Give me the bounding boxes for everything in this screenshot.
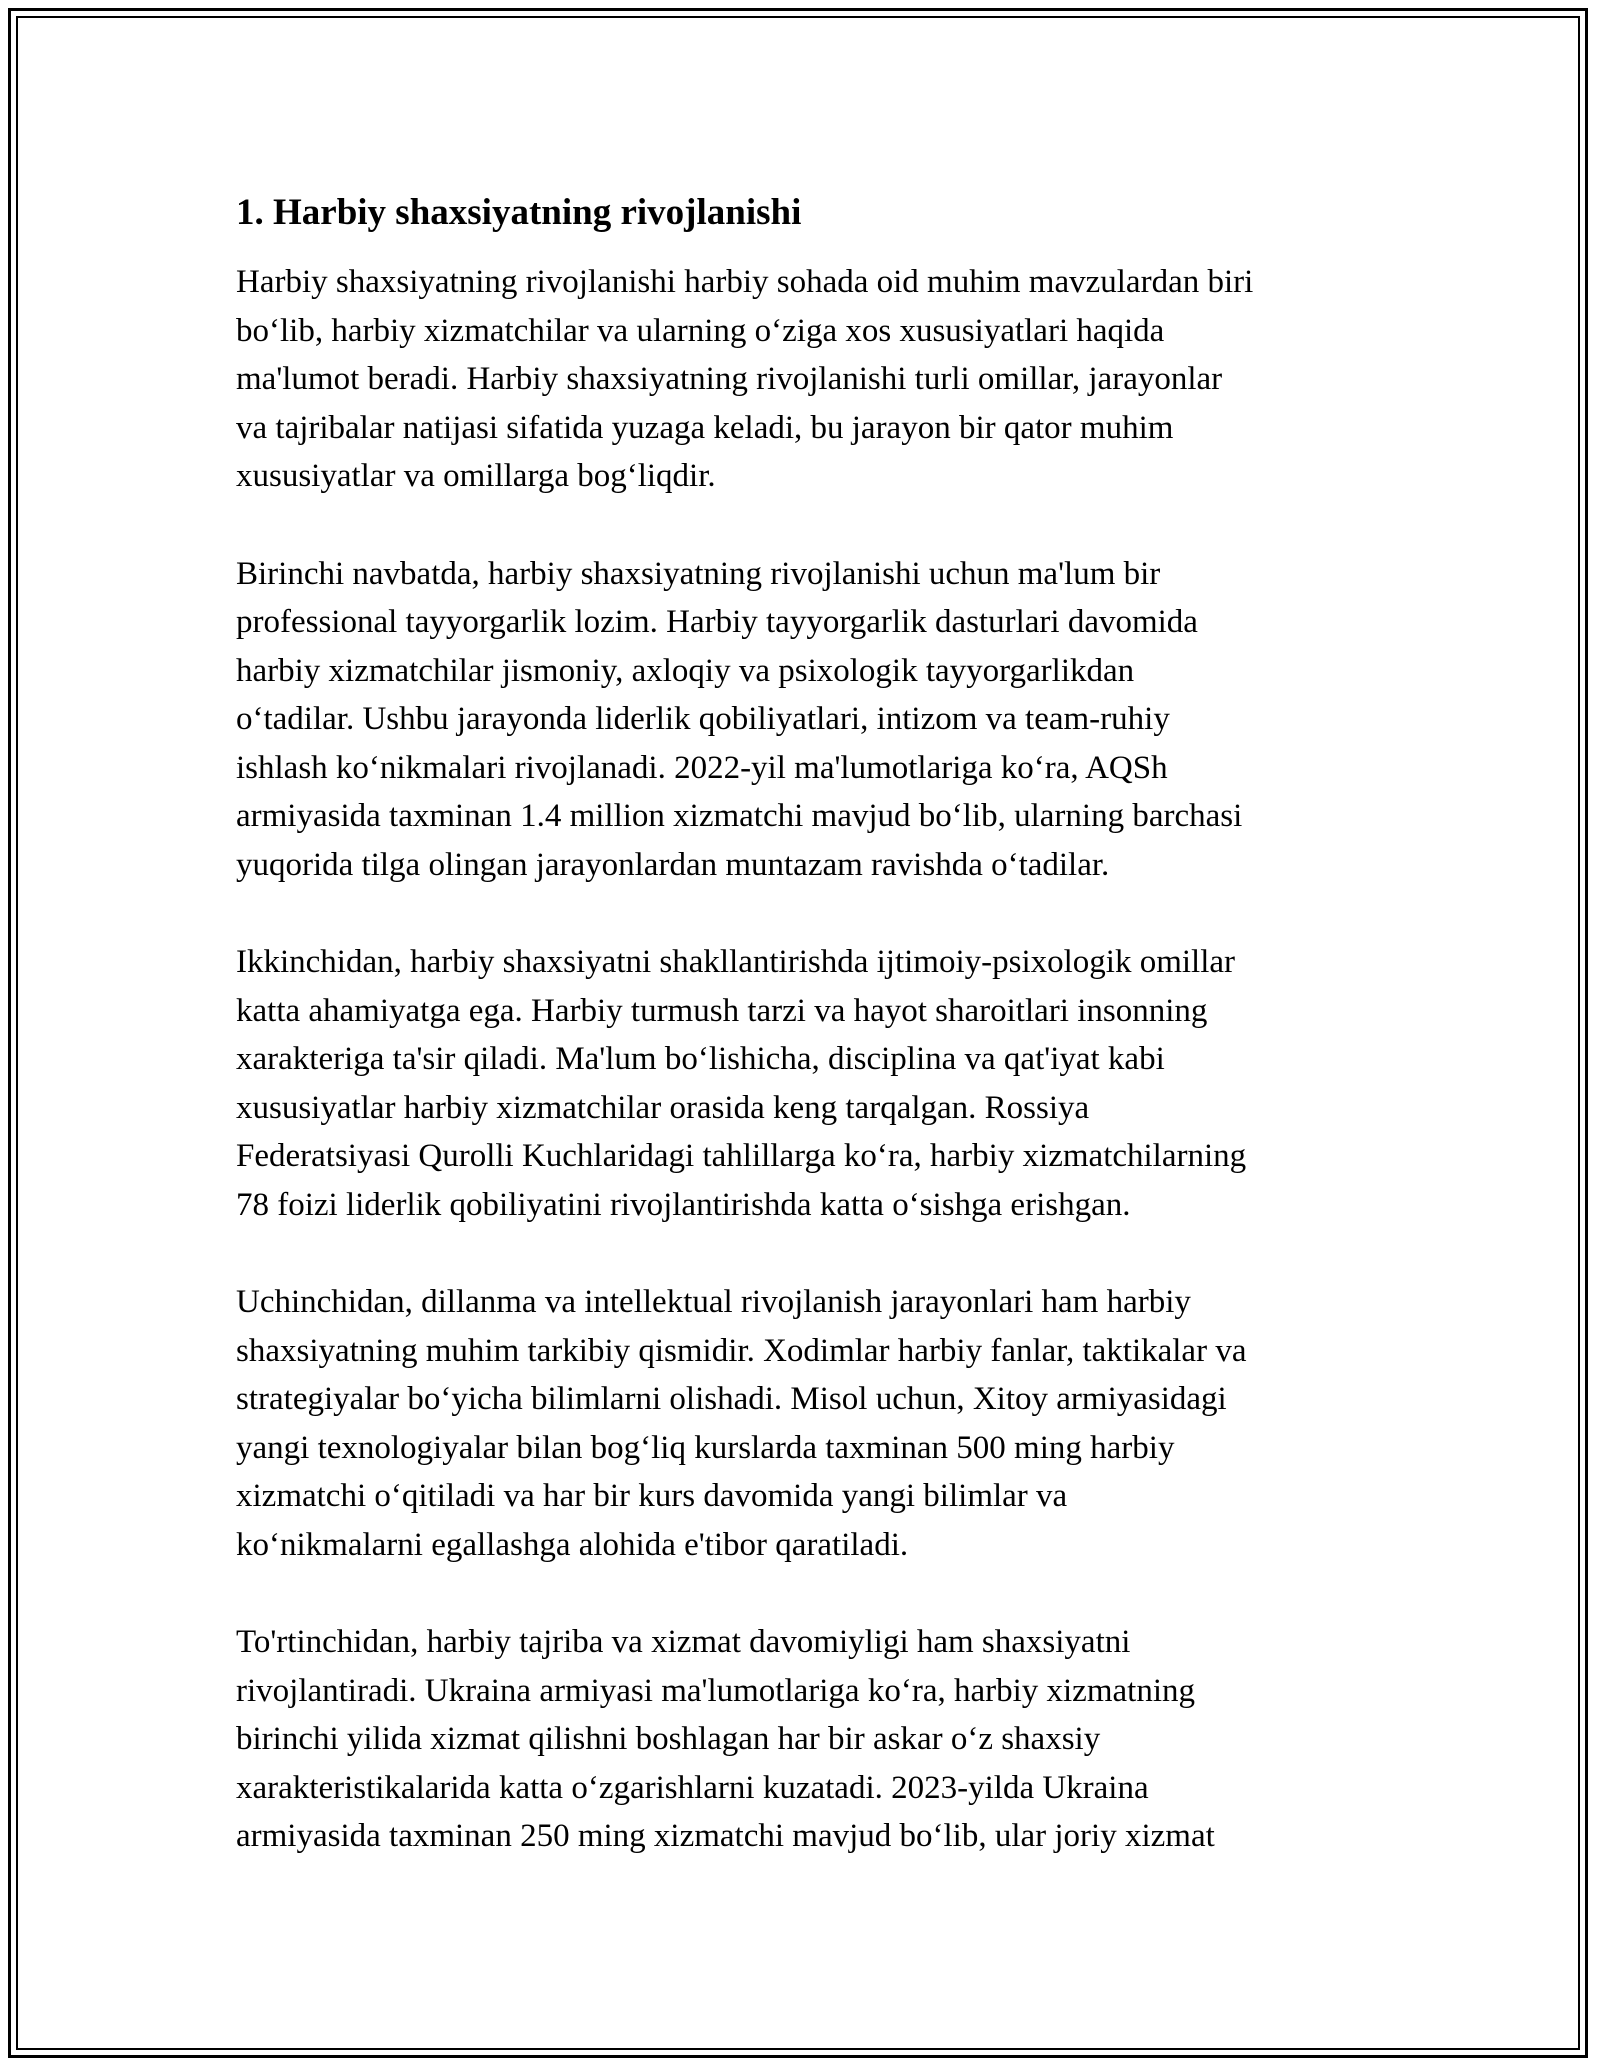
text-line: yangi texnologiyalar bilan bog‘liq kurslarda taxminan 500 ming harbiy [236,1429,1175,1466]
document-body [236,190,1366,1910]
text-line: strategiyalar bo‘yicha bilimlarni olishadi. Misol uchun, Xitoy armiyasidagi [236,1381,1227,1417]
text-line: Federatsiyasi Qurolli Kuchlaridagi tahlillarga ko‘ra, harbiy xizmatchilarning [236,1138,1247,1174]
text-line: va tajribalar natijasi sifatida yuzaga keladi, bu jarayon bir qator muhim [236,409,1174,446]
text-line: shaxsiyatning muhim tarkibiy qismidir. Xodimlar harbiy fanlar, taktikalar va [236,1332,1247,1369]
text-line: Harbiy shaxsiyatning rivojlanishi harbiy sohada oid muhim mavzulardan biri [236,264,1254,300]
text-line: Ikkinchidan, harbiy shaxsiyatni shakllantirishda ijtimoiy-psixologik omillar [236,944,1236,980]
section-heading: 1. Harbiy shaxsiyatning rivojlanishi [236,192,802,233]
text-line: Uchinchidan, dillanma va intellektual rivojlanish jarayonlari ham harbiy [236,1284,1191,1320]
paragraph-5 [236,1618,1366,1861]
text-line: xususiyatlar harbiy xizmatchilar orasida keng tarqalgan. Rossiya [236,1089,1090,1126]
paragraph-1 [236,258,1366,501]
paragraph-2 [236,550,1366,890]
text-line: Birinchi navbatda, harbiy shaxsiyatning rivojlanishi uchun ma'lum bir [236,555,1161,592]
text-line: xarakteriga ta'sir qiladi. Ma'lum bo‘lishicha, disciplina va qat'iyat kabi [236,1041,1165,1077]
text-line: armiyasida taxminan 250 ming xizmatchi mavjud bo‘lib, ular joriy xizmat [236,1818,1215,1854]
text-line: armiyasida taxminan 1.4 million xizmatchi mavjud bo‘lib, ularning barchasi [236,798,1243,834]
text-line: 78 foizi liderlik qobiliyatini rivojlantirishda katta o‘sishga erishgan. [236,1186,1131,1223]
text-line: katta ahamiyatga ega. Harbiy turmush tarzi va hayot sharoitlari insonning [236,992,1208,1029]
text-line: yuqorida tilga olingan jarayonlardan muntazam ravishda o‘tadilar. [236,846,1110,883]
text-line: ma'lumot beradi. Harbiy shaxsiyatning rivojlanishi turli omillar, jarayonlar [236,361,1223,397]
text-line: ko‘nikmalarni egallashga alohida e'tibor qaratiladi. [236,1526,909,1563]
text-line: xususiyatlar va omillarga bog‘liqdir. [236,458,716,494]
text-line: o‘tadilar. Ushbu jarayonda liderlik qobiliyatlari, intizom va team-ruhiy [236,701,1170,737]
text-line: rivojlantiradi. Ukraina armiyasi ma'lumotlariga ko‘ra, harbiy xizmatning [236,1672,1195,1709]
paragraph-4 [236,1278,1366,1569]
text-line: harbiy xizmatchilar jismoniy, axloqiy va psixologik tayyorgarlikdan [236,652,1135,689]
text-line: xizmatchi o‘qitiladi va har bir kurs davomida yangi bilimlar va [236,1478,1068,1514]
text-line: birinchi yilida xizmat qilishni boshlagan har bir askar o‘z shaxsiy [236,1721,1101,1757]
text-line: xarakteristikalarida katta o‘zgarishlarni kuzatadi. 2023-yilda Ukraina [236,1769,1149,1806]
text-line: To'rtinchidan, harbiy tajriba va xizmat davomiyligi ham shaxsiyatni [236,1624,1131,1660]
paragraph-3 [236,938,1366,1229]
text-line: professional tayyorgarlik lozim. Harbiy tayyorgarlik dasturlari davomida [236,604,1198,640]
text-line: ishlash ko‘nikmalari rivojlanadi. 2022-yil ma'lumotlariga ko‘ra, AQSh [236,749,1168,786]
text-line: bo‘lib, harbiy xizmatchilar va ularning o‘ziga xos xususiyatlari haqida [236,312,1165,349]
